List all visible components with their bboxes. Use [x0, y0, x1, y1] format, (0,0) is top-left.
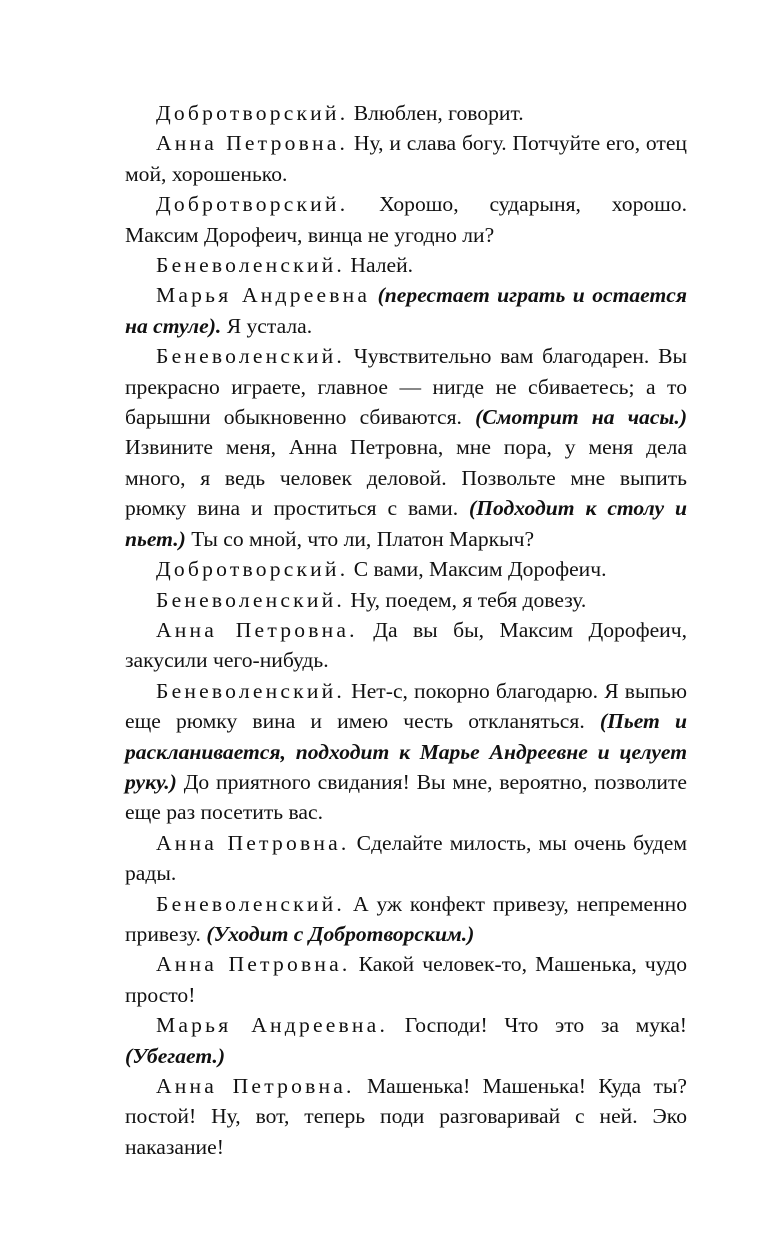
dialogue-paragraph [125, 189, 687, 250]
speaker-name: Беневоленский. [156, 587, 345, 612]
stage-direction: (Подходит к столу и пьет.) [125, 496, 687, 551]
dialogue-paragraph [125, 615, 687, 676]
dialogue-text: Какой человек-то, Машенька, чудо просто! [125, 952, 687, 1007]
speaker-name: Добротворский. [156, 101, 349, 125]
speaker-name: Анна Петровна. [156, 617, 358, 642]
dialogue-text: Господи! Что это за мука! [388, 1013, 687, 1038]
dialogue-paragraph [125, 828, 687, 889]
speaker-name: Добротворский. [156, 192, 349, 217]
stage-direction: (Убегает.) [125, 1043, 226, 1068]
speaker-name: Беневоленский. [156, 678, 345, 703]
dialogue-text: Я устала. [221, 313, 313, 338]
dialogue-paragraph [125, 250, 687, 280]
speaker-name: Анна Петровна. [156, 1074, 355, 1098]
dialogue-paragraph [125, 585, 687, 615]
speaker-name: Беневоленский. [156, 253, 345, 278]
dialogue-text [370, 283, 377, 307]
speaker-name: Беневоленский. [156, 344, 345, 369]
dialogue-paragraph [125, 128, 687, 189]
dialogue-text: До приятного свидания! Вы мне, вероятно, позволите еще раз посетить вас. [125, 769, 687, 825]
dialogue-text: Машенька! Машенька! Куда ты? постой! Ну, вот, теперь поди разговаривай с ней. Эко наказание! [125, 1074, 687, 1159]
dialogue-text: Хорошо, сударыня, хорошо. Максим Дорофеич, винца не угодно ли? [125, 192, 687, 247]
dialogue-paragraph [125, 554, 687, 584]
dialogue-paragraph [125, 280, 687, 341]
stage-direction: (Смотрит на часы.) [475, 405, 688, 430]
stage-direction: (перестает играть и остается на стуле). [125, 283, 687, 338]
dialogue-paragraph [125, 889, 687, 950]
dialogue-text: Налей. [345, 253, 414, 278]
dialogue-text: Сделайте милость, мы очень будем рады. [125, 830, 687, 886]
stage-direction: (Пьет и раскланивается, подходит к Марье Андреевне и целует руку.) [125, 709, 687, 794]
dialogue-text: Нет-с, покорно благодарю. Я выпью еще рюмку вина и имею честь откланяться. [125, 678, 687, 734]
speaker-name: Добротворский. [156, 557, 349, 582]
speaker-name: Марья Андреевна [156, 283, 371, 308]
dialogue-text: Ну, и слава богу. Потчуйте его, отец мой, хорошенько. [125, 131, 687, 186]
dialogue-text: Влюблен, говорит. [348, 101, 524, 125]
dialogue-paragraph [125, 676, 687, 828]
dialogue-text: Ты со мной, что ли, Платон Маркыч? [185, 526, 535, 551]
dialogue-text: С вами, Максим Дорофеич. [348, 557, 607, 582]
dialogue-text: А уж конфект привезу, непременно привезу. [125, 891, 687, 946]
book-page-text [125, 98, 687, 1162]
dialogue-paragraph [125, 341, 687, 554]
dialogue-text: Чувствительно вам благодарен. Вы прекрасно играете, главное — нигде не сбиваетесь; а то барышни обыкновенно сбиваются. [125, 344, 687, 430]
speaker-name: Анна Петровна. [156, 131, 349, 156]
dialogue-paragraph [125, 98, 687, 128]
dialogue-paragraph [125, 949, 687, 1010]
dialogue-text: Да вы бы, Максим Дорофеич, закусили чего-нибудь. [125, 617, 687, 673]
dialogue-paragraph [125, 1071, 687, 1162]
speaker-name: Анна Петровна. [156, 952, 351, 977]
speaker-name: Беневоленский. [156, 891, 345, 916]
speaker-name: Анна Петровна. [156, 830, 350, 855]
dialogue-text: Ну, поедем, я тебя довезу. [345, 587, 587, 612]
dialogue-text: Извините меня, Анна Петровна, мне пора, у меня дела много, я ведь человек деловой. Позвольте мне выпить рюмку вина и проститься с вами. [125, 435, 687, 521]
dialogue-paragraph [125, 1010, 687, 1071]
speaker-name: Марья Андреевна. [156, 1013, 389, 1038]
stage-direction: (Уходит с Добротворским.) [206, 921, 475, 946]
